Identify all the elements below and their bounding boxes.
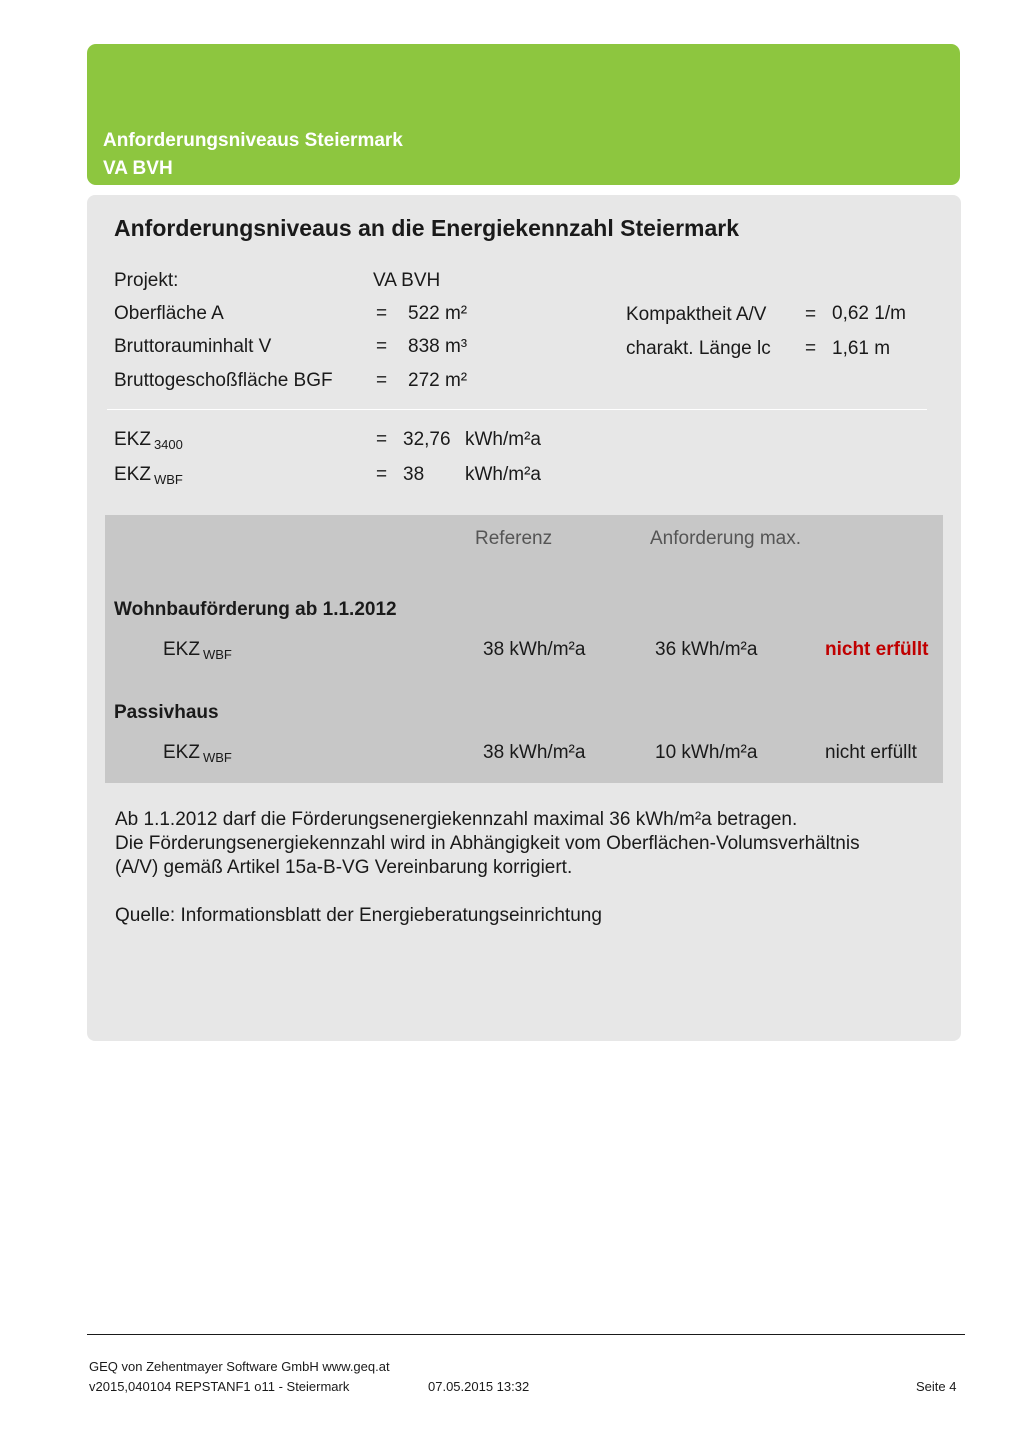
passivhaus-referenz: 38 kWh/m²a: [483, 742, 586, 763]
note-line-3: (A/V) gemäß Artikel 15a-B-VG Vereinbarung korrigiert.: [115, 857, 573, 878]
volume-label: Bruttorauminhalt V: [114, 336, 272, 357]
col-referenz: Referenz: [475, 528, 553, 549]
char-length-value: 1,61 m: [832, 338, 891, 359]
passivhaus-anforderung: 10 kWh/m²a: [655, 742, 758, 763]
source-note: Quelle: Informationsblatt der Energieberatungseinrichtung: [115, 905, 602, 926]
bgf-label: Bruttogeschoßfläche BGF: [114, 370, 333, 391]
volume-value: 838 m³: [408, 336, 468, 357]
footer-company: GEQ von Zehentmayer Software GmbH www.geq.at: [89, 1359, 390, 1374]
footer-datetime: 07.05.2015 13:32: [428, 1379, 530, 1394]
wbf-referenz: 38 kWh/m²a: [483, 639, 586, 660]
passivhaus-ekz-label: EKZ $_{WBF}$: [163, 742, 232, 765]
ekz-3400-label: EKZ $_{3400}$: [114, 429, 183, 452]
note-line-2: Die Förderungsenergiekennzahl wird in Abhängigkeit vom Oberflächen-Volumsverhältnis: [115, 833, 860, 854]
bgf-eq: =: [376, 370, 388, 391]
header-title: Anforderungsniveaus Steiermark: [103, 130, 403, 151]
compactness-value: 0,62 1/m: [832, 303, 906, 324]
col-anforderung: Anforderung max.: [650, 528, 802, 549]
volume-eq: =: [376, 336, 388, 357]
ekz-wbf-unit: kWh/m²a: [465, 464, 541, 485]
char-length-eq: =: [805, 338, 817, 359]
ekz-wbf-value: 38: [403, 464, 425, 485]
panel-title: Anforderungsniveaus an die Energiekennzahl Steiermark: [114, 215, 740, 241]
footer-page: Seite 4: [916, 1379, 957, 1394]
project-value: VA BVH: [373, 270, 441, 291]
section-title-wbf: Wohnbauförderung ab 1.1.2012: [114, 599, 397, 620]
divider: [107, 409, 927, 410]
ekz-wbf-eq: =: [376, 464, 388, 485]
comparison-table: [105, 515, 943, 783]
ekz-3400-unit: kWh/m²a: [465, 429, 541, 450]
header-subtitle: VA BVH: [103, 158, 173, 179]
ekz-3400-eq: =: [376, 429, 388, 450]
area-value: 522 m²: [408, 303, 468, 324]
header-band: [87, 44, 960, 185]
compactness-label: Kompaktheit A/V: [626, 304, 767, 325]
section-title-passivhaus: Passivhaus: [114, 702, 219, 723]
passivhaus-status: nicht erfüllt: [825, 742, 917, 763]
wbf-status: nicht erfüllt: [825, 639, 929, 660]
footer-divider: [87, 1334, 965, 1335]
bgf-value: 272 m²: [408, 370, 468, 391]
ekz-3400-value: 32,76: [403, 429, 451, 450]
compactness-eq: =: [805, 304, 817, 325]
area-eq: =: [376, 303, 388, 324]
requirements-panel: [87, 195, 961, 1041]
footer-version: v2015,040104 REPSTANF1 o11 - Steiermark: [89, 1379, 350, 1394]
note-line-1: Ab 1.1.2012 darf die Förderungsenergiekennzahl maximal 36 kWh/m²a betragen.: [115, 809, 798, 830]
char-length-label: charakt. Länge lc: [626, 338, 771, 359]
project-label: Projekt:: [114, 270, 179, 291]
ekz-wbf-label: EKZ $_{WBF}$: [114, 464, 183, 487]
wbf-ekz-label: EKZ $_{WBF}$: [163, 639, 232, 662]
wbf-anforderung: 36 kWh/m²a: [655, 639, 758, 660]
area-label: Oberfläche A: [114, 303, 224, 324]
